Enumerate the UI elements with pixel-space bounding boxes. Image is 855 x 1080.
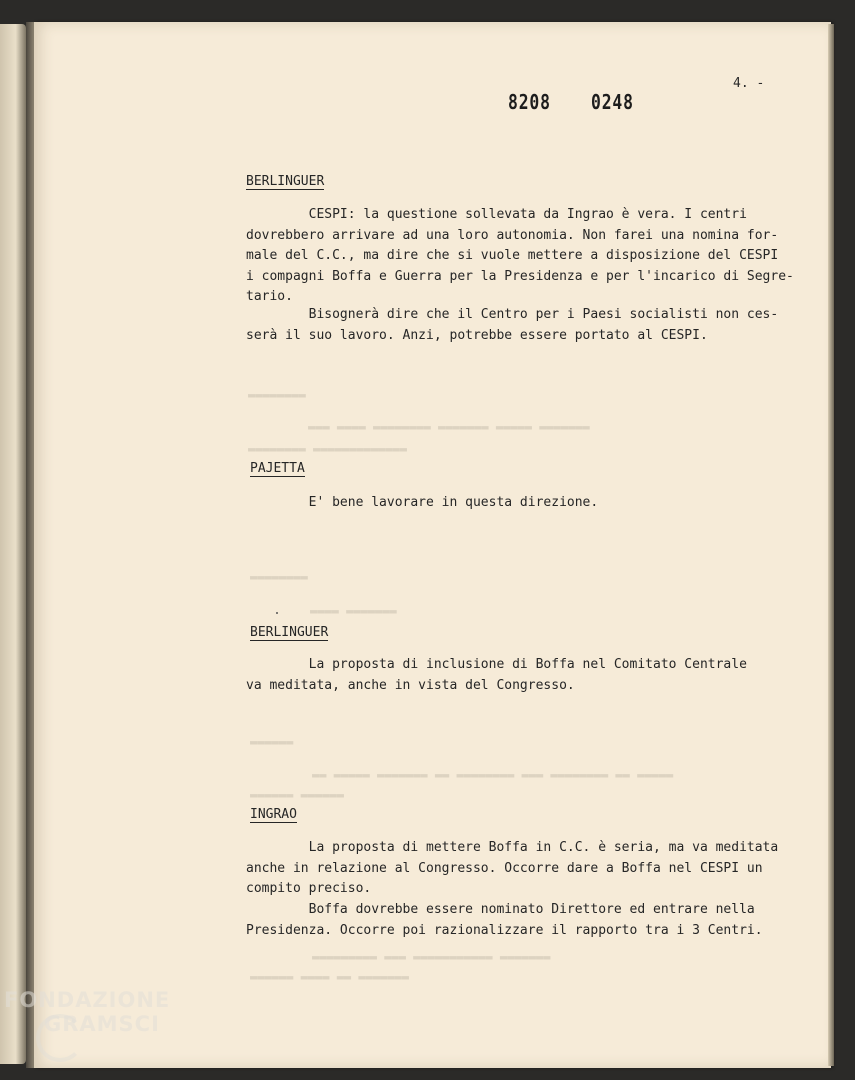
- show-through-mark: ▬▬▬▬▬▬ ▬▬▬▬ ▬▬ ▬▬▬▬▬▬▬: [250, 970, 409, 984]
- show-through-mark: ▬▬▬▬▬▬ ▬▬▬▬▬▬: [250, 788, 344, 802]
- paragraph: La proposta di mettere Boffa in C.C. è seria, ma va meditata anche in relazione al Congresso. Occorre dare a Boffa nel CESPI un compito preciso.: [246, 840, 779, 896]
- watermark-line-1: FONDAZIONE: [4, 988, 171, 1012]
- show-through-mark: ▬▬▬▬▬▬▬▬▬ ▬▬▬ ▬▬▬▬▬▬▬▬▬▬▬ ▬▬▬▬▬▬▬: [312, 950, 551, 964]
- show-through-mark: ▬▬▬▬▬▬▬▬ ▬▬▬▬▬▬▬▬▬▬▬▬▬: [248, 442, 407, 456]
- speaker-heading: INGRAO: [250, 807, 297, 822]
- show-through-mark: ▬▬▬▬ ▬▬▬▬▬▬▬: [310, 604, 397, 618]
- paragraph: La proposta di inclusione di Boffa nel Comitato Centrale va meditata, anche in vista del Congresso.: [246, 657, 747, 693]
- show-through-mark: ▬▬▬ ▬▬▬▬ ▬▬▬▬▬▬▬▬ ▬▬▬▬▬▬▬ ▬▬▬▬▬ ▬▬▬▬▬▬▬: [308, 420, 590, 434]
- archive-code-right: 0248: [591, 90, 634, 114]
- page-right-edge: [828, 24, 834, 1066]
- show-through-mark: ▬▬▬▬▬▬: [250, 735, 294, 749]
- speaker-heading: BERLINGUER: [250, 625, 329, 640]
- speaker-heading: BERLINGUER: [246, 174, 325, 189]
- paragraph: CESPI: la questione sollevata da Ingrao è vera. I centri dovrebbero arrivare ad una loro autonomia. Non farei una nomina for- male del C.C., ma dire che si vuole mettere a disposizione del CESPI i compagni Boffa e Guerra per la Presidenza e per l'incarico di Segre- tario.: [246, 207, 794, 304]
- binding-spine: [26, 22, 34, 1068]
- paragraph: Boffa dovrebbe essere nominato Direttore ed entrare nella Presidenza. Occorre poi razionalizzare il rapporto tra i 3 Centri.: [246, 902, 763, 938]
- paragraph: Bisognerà dire che il Centro per i Paesi socialisti non ces- serà il suo lavoro. Anzi, potrebbe essere portato al CESPI.: [246, 307, 779, 343]
- watermark-line-2: GRAMSCI: [44, 1012, 160, 1036]
- paper-speck: [276, 612, 278, 614]
- show-through-mark: ▬▬ ▬▬▬▬▬ ▬▬▬▬▬▬▬ ▬▬ ▬▬▬▬▬▬▬▬ ▬▬▬ ▬▬▬▬▬▬▬▬ ▬▬ ▬▬▬▬▬: [312, 768, 674, 782]
- show-through-mark: ▬▬▬▬▬▬▬▬: [250, 570, 308, 584]
- show-through-mark: ▬▬▬▬▬▬▬▬: [248, 388, 306, 402]
- archive-watermark: [4, 988, 170, 1036]
- page-number: 4. -: [733, 76, 765, 91]
- archive-code-left: 8208: [508, 90, 551, 114]
- left-page-edge: [0, 24, 26, 1064]
- paragraph: E' bene lavorare in questa direzione.: [246, 495, 599, 510]
- speaker-heading: PAJETTA: [250, 461, 305, 476]
